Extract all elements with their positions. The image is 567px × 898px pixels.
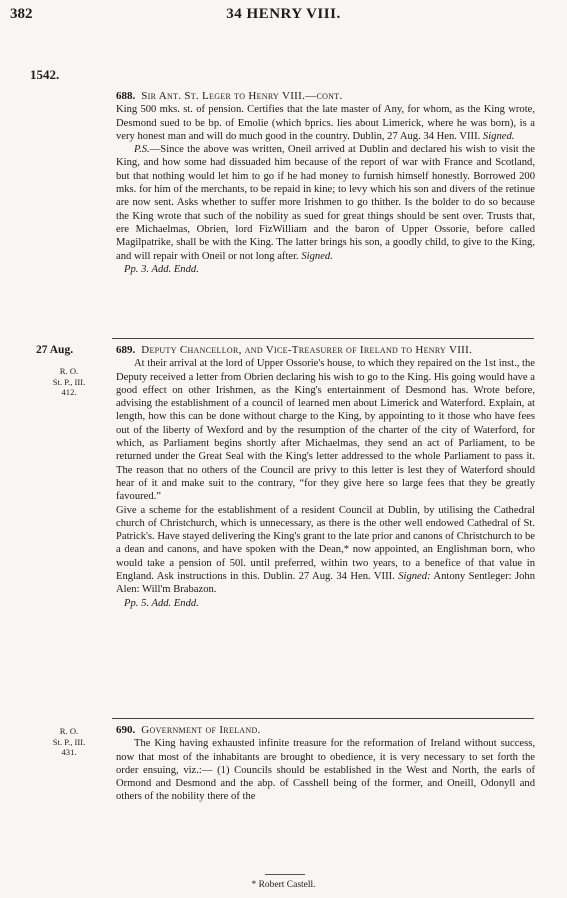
ref-line: R. O. [59,726,79,736]
entry-688-pages: Pp. 3. Add. Endd. [124,263,199,275]
ref-line: St. P., III. [52,736,86,747]
entry-690-heading-line [116,724,535,737]
entry-heading: Deputy Chancellor, and Vice-Treasurer of Ireland to Henry VIII. [141,344,473,356]
entry-heading: Government of Ireland. [141,724,261,736]
entry-divider [112,338,534,339]
ps-label: P.S. [134,144,150,156]
margin-year: 1542. [30,67,60,82]
entry-688-heading-line [116,90,535,103]
ref-line: R. O. [59,366,79,376]
entry-689-pages: Pp. 5. Add. Endd. [124,597,199,609]
entry-690-body: The King having exhausted infinite treasure for the reformation of Ireland without success, now that most of the inhabitants are brought to obedience, it is very necessary to set forth the order ensuing, viz.:— (1) Councils should be established in the West and North, the earls of Ormond and Desmond and the abp. of Casshell being of the former, and Oneill, Odonyll and others of the nobility there of the [116,738,535,803]
entry-690-reference [52,726,86,758]
entry-689-reference [52,366,86,398]
signatories: Antony Sentleger: John Alen: Will'm Brabazon. [116,571,535,596]
entry-divider [112,718,534,719]
entry-heading: Sir Ant. St. Leger to Henry VIII.—cont. [141,90,343,102]
entry-689-paragraph-2 [116,504,535,597]
entry-number: 689. [116,344,136,356]
entry-690 [116,724,535,804]
entry-number: 690. [116,724,136,736]
footnote: * Robert Castell. [251,880,316,890]
ref-line: 431. [61,747,77,757]
running-title: 34 HENRY VIII. [226,6,341,22]
ref-line: St. P., III. [52,376,86,387]
entry-688 [116,90,535,276]
entry-688-body [116,103,535,143]
ref-line: 412. [61,387,77,397]
entry-688-postscript [116,143,535,263]
page-number: 382 [10,6,33,22]
signed-label: Signed: [398,571,431,583]
entry-689 [116,344,535,610]
ps-text: —Since the above was written, Oneil arrived at Dublin and declared his wish to visit the King, and how some had dissuaded him because of the report of war with France and Scotland, but that nothing would let him to go if he had money to furnish himself honestly. Borrowed 200 mks. for him of the merchants, to be repaid in kine; to levy which his son and divers of the retinue are now sent. Asks whether to suffer more Irishmen to go thither. Is the bolder to do so because the King wrote that such of the nobility as sued for great things should be sent over. Trusts that, ere Michaelmas, Obrien, lord FizWilliam and the baron of Upper Ossorie, before called Magilpatrike, shall be with the King. The latter brings his son, a goodly child, to give to the King, and will repair with Oneil or not long after. [116,144,535,262]
body-text: Give a scheme for the establishment of a resident Council at Dublin, by utilising the Cathedral church of Christchurch, which is unnecessary, as there is the other well endowed Cathedral of St. Patrick's. Have stayed delivering the King's grant to the late prior and canons of Christchurch to be a dean and canons, and have spoken with the Dean,* now appointed, an Englishman born, who would take a pension of 50l. until preferred, within two years, to a benefice of that value in England. Ask instructions in this. Dublin. 27 Aug. 34 Hen. VIII. [116,504,535,583]
ps-signed-mark: Signed. [301,250,333,262]
entry-number: 688. [116,90,136,102]
entry-689-paragraph-1: At their arrival at the lord of Upper Ossorie's house, to which they repaired on the 1st inst., the Deputy received a letter from Obrien declaring his wish to go to the King. His going would have a good effect on other Irishmen, as the King's entertainment of Desmond has. Wrote before, advising the establishment of a council of learned men about Limerick and Waterford. Explain, at length, how this can be done without charge to the King, by appointing to it those who have fees out of the liberty of Wexford and by the resumption of the charter of the city of Waterford, for which, as Parliament begins shortly after Michaelmas, they send an act of Parliament, to be returned under the Great Seal with the King's letter addressed to the whole Parliament to pass it. The reason that no others of the Council are privy to this letter is lest they of Waterford should hear of it and make suit to the contrary, “for they give here so large fees that they be greatly favoured.” [116,358,535,503]
entry-689-heading-line [116,344,535,357]
body-text: King 500 mks. st. of pension. Certifies that the late master of Any, for whom, as the King wrote, Desmond sued to be bp. of Emolie (which bprics. lies about Limerick, where he was born), is a very honest man and will do much good in the country. Dublin, 27 Aug. 34 Hen. VIII. [116,104,535,142]
signed-mark: Signed. [482,130,515,142]
footnote-divider [265,874,305,875]
entry-689-date: 27 Aug. [36,344,74,356]
